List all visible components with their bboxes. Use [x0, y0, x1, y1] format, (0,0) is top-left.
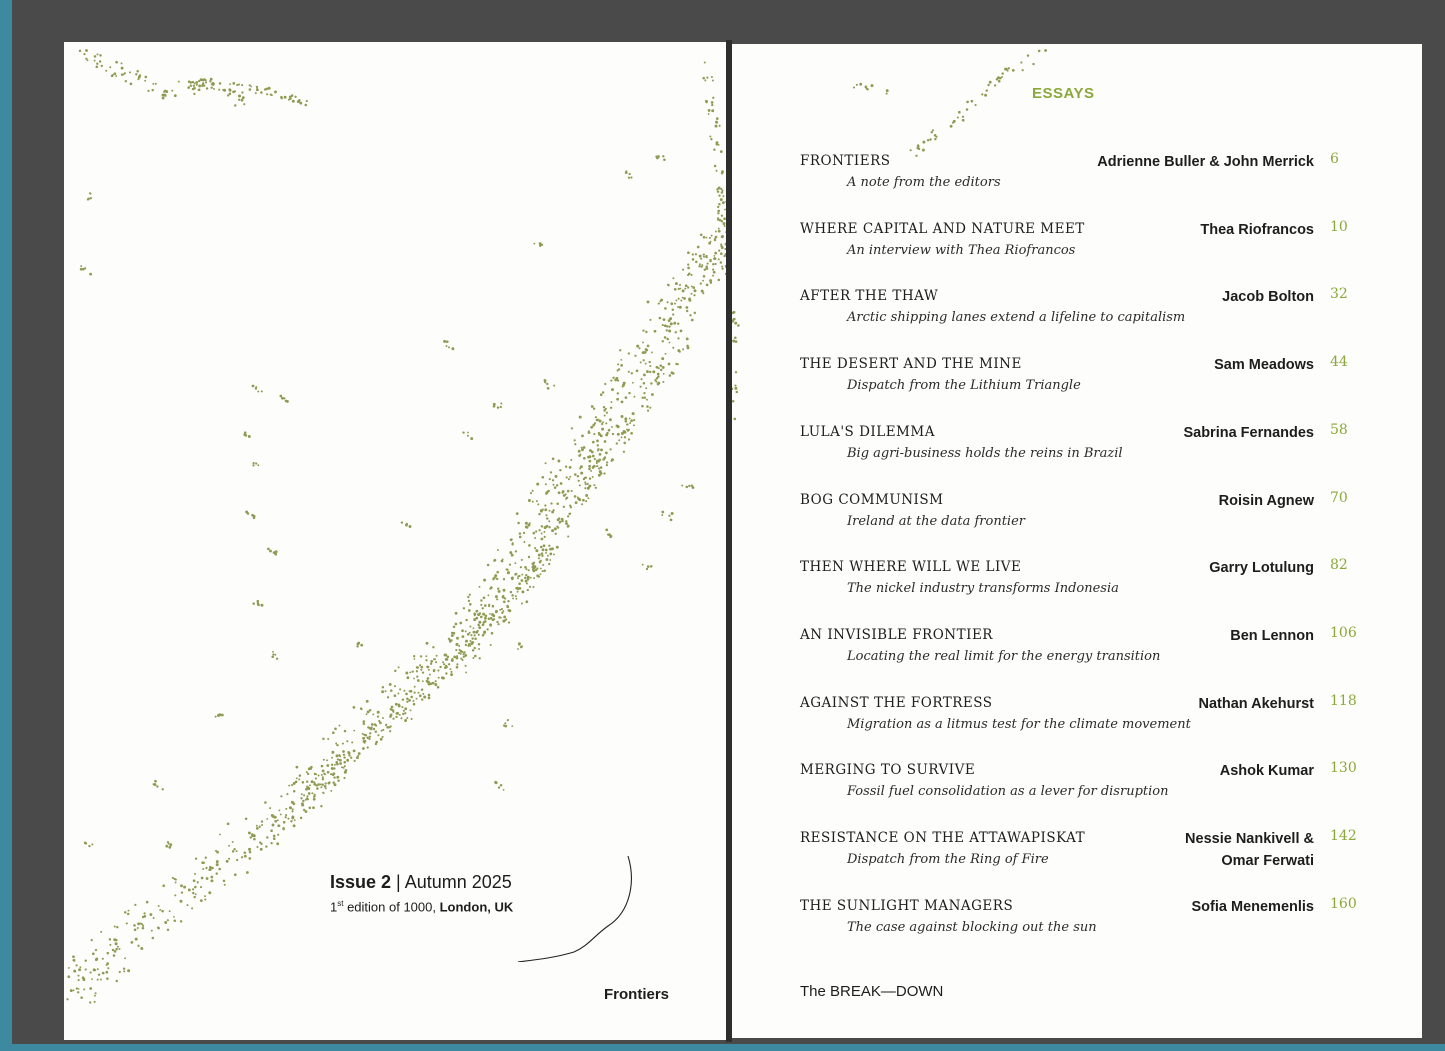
issue-line: Issue 2 | Autumn 2025 [330, 872, 512, 892]
toc-entry-title: AFTER THE THAW [800, 288, 939, 305]
left-footer: Frontiers [604, 986, 670, 1003]
toc-entry-author: Jacob Bolton [1222, 289, 1314, 306]
toc-entry-author: Nathan Akehurst [1198, 695, 1314, 712]
toc-entry [732, 216, 1422, 276]
toc-entry-subtitle: Ireland at the data frontier [847, 513, 1026, 529]
toc-entry-page: 32 [1330, 286, 1348, 303]
toc-entry-page: 160 [1330, 895, 1357, 912]
toc-entry-author: Ashok Kumar [1219, 763, 1314, 780]
toc-entry-author: Roisin Agnew [1218, 492, 1314, 509]
background-bottom-edge [0, 1044, 1445, 1051]
toc-entry-title: AN INVISIBLE FRONTIER [800, 626, 993, 643]
toc-entry-page: 58 [1330, 421, 1348, 438]
toc-entry-author: Ben Lennon [1230, 627, 1314, 644]
toc-entry [732, 148, 1422, 208]
toc-entry-page: 44 [1330, 354, 1348, 371]
pen-scribble [504, 852, 644, 962]
toc-entry-author: Thea Riofrancos [1200, 221, 1314, 238]
toc-entry-author: Sofia Menemenlis [1191, 898, 1314, 915]
toc-entry-author: Garry Lotulung [1209, 560, 1314, 577]
toc-entry-author: Adrienne Buller & John Merrick [1097, 154, 1314, 170]
toc-entry [732, 419, 1422, 479]
toc-entry-page: 82 [1330, 557, 1348, 574]
toc-entry-title: BOG COMMUNISM [800, 491, 944, 508]
magazine-footer: The BREAK—DOWN [800, 983, 944, 1000]
toc-entry-subtitle: An interview with Thea Riofrancos [847, 242, 1076, 258]
issue-info [330, 872, 513, 914]
toc-entry-title: MERGING TO SURVIVE [800, 762, 976, 779]
toc-entry [732, 351, 1422, 411]
toc-entry [732, 825, 1422, 885]
toc-entry-title: THE DESERT AND THE MINE [800, 356, 1022, 373]
toc-entry-page: 10 [1330, 218, 1348, 235]
toc-entry-title: AGAINST THE FORTRESS [800, 694, 993, 711]
toc-entry [732, 757, 1422, 817]
toc-entry-subtitle: Arctic shipping lanes extend a lifeline to capitalism [847, 310, 1186, 326]
toc-entry-title: THE SUNLIGHT MANAGERS [800, 897, 1014, 914]
toc-entry-subtitle: Locating the real limit for the energy transition [847, 648, 1161, 664]
right-page [732, 44, 1422, 1038]
toc-entry-title: THEN WHERE WILL WE LIVE [800, 559, 1022, 576]
toc-entry-title: WHERE CAPITAL AND NATURE MEET [800, 220, 1085, 237]
toc-entry [732, 893, 1422, 953]
toc-entry-page: 118 [1330, 692, 1357, 709]
toc-entry-page: 70 [1330, 489, 1348, 506]
toc-entry-page: 6 [1330, 151, 1339, 167]
toc-entry-page: 142 [1330, 828, 1357, 844]
toc-entry-author: Sam Meadows [1214, 357, 1314, 374]
toc-entry-title: RESISTANCE ON THE ATTAWAPISKAT [800, 830, 1086, 846]
toc-entry-page: 106 [1330, 624, 1357, 641]
toc-entry [732, 487, 1422, 547]
left-page [64, 42, 726, 1040]
toc-entry-title: LULA'S DILEMMA [800, 423, 935, 440]
toc-entry [732, 554, 1422, 614]
background-edge [0, 0, 12, 1051]
toc-entry [732, 283, 1422, 343]
toc-entry-subtitle: Fossil fuel consolidation as a lever for disruption [847, 784, 1169, 800]
toc-entry-author: Nessie Nankivell & Omar Ferwati [1185, 831, 1314, 869]
toc-entry-subtitle: Big agri-business holds the reins in Brazil [847, 445, 1123, 461]
toc-entry-subtitle: Dispatch from the Lithium Triangle [847, 378, 1081, 394]
toc-entry-subtitle: Dispatch from the Ring of Fire [847, 852, 1049, 867]
toc-entry-subtitle: The nickel industry transforms Indonesia [847, 581, 1119, 597]
toc-entry [732, 690, 1422, 750]
toc-entry-title: FRONTIERS [800, 153, 891, 169]
toc-entry-page: 130 [1330, 760, 1357, 777]
edition-line: 1st edition of 1000, London, UK [330, 899, 514, 915]
toc-entry [732, 622, 1422, 682]
section-heading: ESSAYS [1032, 85, 1095, 102]
toc-entry-subtitle: Migration as a litmus test for the climate movement [847, 716, 1191, 732]
toc-entry-subtitle: The case against blocking out the sun [847, 919, 1097, 935]
toc-entry-subtitle: A note from the editors [847, 175, 1001, 190]
toc-entry-author: Sabrina Fernandes [1183, 424, 1314, 441]
